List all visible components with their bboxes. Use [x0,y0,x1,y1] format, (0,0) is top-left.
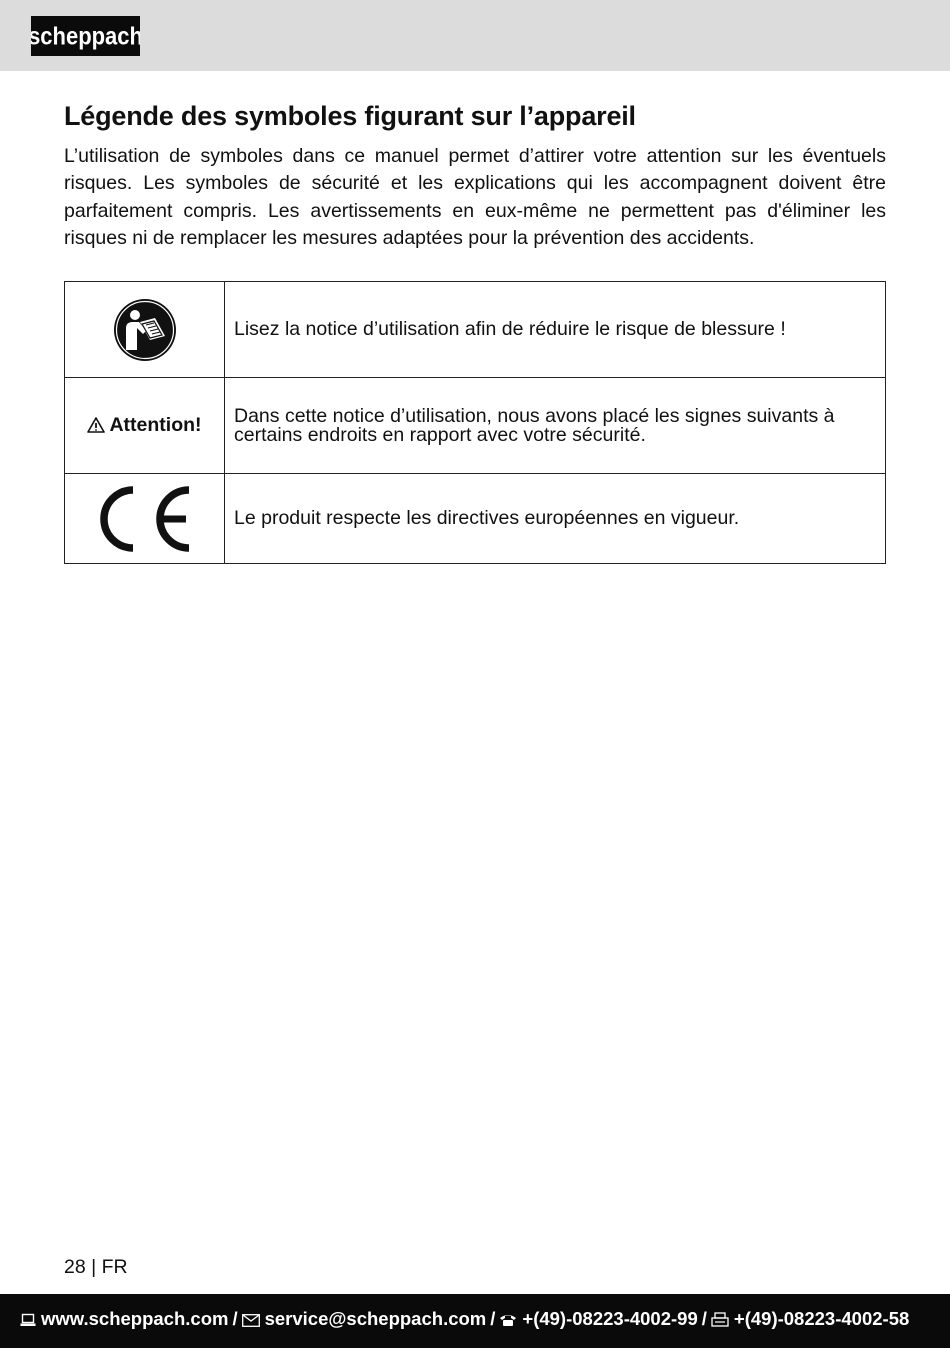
table-row [65,378,886,474]
footer-contact [20,1308,950,1330]
symbol-cell [65,378,225,474]
footer-fax[interactable]: +(49)-08223-4002-58 [733,1308,910,1329]
symbol-cell [65,474,225,564]
symbol-description: Lisez la notice d’utilisation afin de réduire le risque de blessure ! [225,282,886,378]
laptop-icon [20,1313,36,1327]
page-language: FR [101,1256,128,1278]
warning-triangle-icon [87,417,105,433]
section-title: Légende des symboles figurant sur l’appareil [64,101,636,131]
section-intro: L’utilisation de symboles dans ce manuel permet d’attirer votre attention sur les éventuels risques. Les symboles de sécurité et les explications qui les accompagnent doivent être parfaitement compris. Les avertissements en eux-même ne permettent pas d'éliminer les risques ni de remplacer les mesures adaptées pour la prévention des accidents. [64,145,886,249]
header-bar [0,0,950,71]
symbols-table [64,281,886,564]
symbol-cell [65,282,225,378]
table-row [65,474,886,564]
footer-separator: / [701,1308,707,1329]
logo-text: scheppach [31,23,140,52]
logo-wordmark [31,16,140,56]
footer-separator: / [232,1308,238,1329]
footer-website[interactable]: www.scheppach.com [41,1308,229,1329]
telephone-icon [499,1313,517,1327]
footer-email[interactable]: service@scheppach.com [264,1308,487,1329]
page-separator: | [91,1256,97,1278]
footer-phone[interactable]: +(49)-08223-4002-99 [522,1308,698,1329]
scheppach-logo [31,16,140,56]
symbol-description: Dans cette notice d’utilisation, nous avons placé les signes suivants à certains endroits en rapport avec votre sécurité. [225,378,886,474]
fax-icon [711,1312,729,1327]
envelope-icon [242,1314,260,1327]
page-number-group [64,1256,128,1279]
read-manual-icon [113,298,177,362]
table-row [65,282,886,378]
attention-label: Attention! [109,414,202,436]
ce-mark-icon [99,486,191,552]
attention-label-group [87,414,201,436]
page-number: 28 [64,1256,86,1278]
symbol-description: Le produit respecte les directives européennes en vigueur. [225,474,886,564]
footer-separator: / [490,1308,496,1329]
